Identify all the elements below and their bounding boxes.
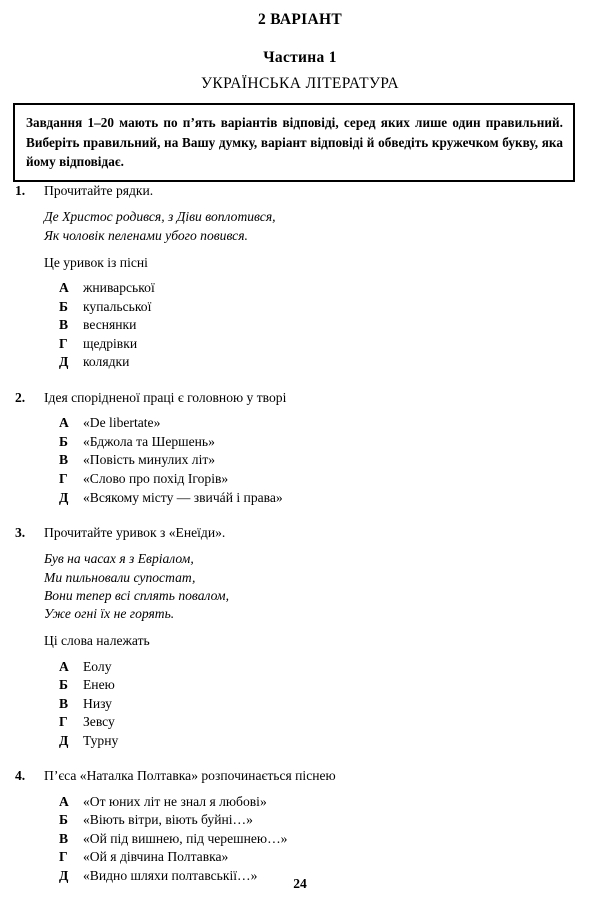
answer-option[interactable]: [15, 335, 600, 354]
answer-option[interactable]: [15, 811, 600, 830]
question-number: 1.: [15, 183, 26, 198]
option-letter: В: [59, 695, 69, 711]
answer-option[interactable]: [15, 279, 600, 298]
question-item: [0, 182, 600, 372]
variant-title: 2 ВАРІАНТ: [258, 11, 342, 28]
question-heading: [15, 524, 600, 541]
answer-option[interactable]: [15, 470, 600, 489]
answer-options: [15, 271, 600, 372]
question-excerpt: [15, 199, 600, 244]
option-letter: Б: [59, 298, 68, 314]
option-letter: Г: [59, 470, 68, 486]
option-letter: Г: [59, 849, 68, 865]
option-text: колядки: [83, 354, 130, 370]
answer-option[interactable]: [15, 676, 600, 695]
option-text: «Видно шляхи полтавськії…»: [83, 867, 258, 883]
answer-option[interactable]: [15, 830, 600, 849]
answer-option[interactable]: [15, 713, 600, 732]
option-text: «От юних літ не знал я любові»: [83, 793, 267, 809]
question-stem: Прочитайте уривок з «Енеїди».: [44, 525, 226, 541]
question-item: [0, 767, 600, 885]
answer-option[interactable]: [15, 489, 600, 508]
option-letter: В: [59, 830, 69, 846]
option-letter: Б: [59, 677, 68, 693]
option-text: веснянки: [83, 317, 137, 333]
answer-option[interactable]: [15, 732, 600, 751]
question-number: 2.: [15, 389, 26, 405]
option-letter: А: [59, 415, 69, 431]
answer-option[interactable]: [15, 793, 600, 812]
question-excerpt: [15, 541, 600, 623]
option-text: Еолу: [83, 658, 112, 674]
option-letter: А: [59, 280, 69, 296]
option-letter: Г: [59, 335, 68, 351]
question-spacer: [0, 507, 600, 524]
excerpt-line: Був на часах я з Евріалом,: [44, 551, 194, 567]
option-text: «Всякому місту — звичáй і права»: [83, 489, 283, 505]
excerpt-line: Вони тепер всі сплять повалом,: [44, 587, 229, 603]
question-lead: Це уривок із пісні: [44, 254, 148, 270]
option-text: Низу: [83, 695, 112, 711]
option-letter: Г: [59, 714, 68, 730]
instruction-text: Завдання 1–20 мають по п’ять варіантів відповіді, серед яких лише один правильний. Виберіть правильний, на Вашу думку, варіант відповіді й обведіть кружечком букву, яка йому відповідає.: [26, 115, 563, 170]
option-text: «De libertate»: [83, 415, 161, 431]
question-heading: [15, 389, 600, 406]
subject-title: УКРАЇНСЬКА ЛІТЕРАТУРА: [201, 75, 399, 93]
question-lead: Ці слова належать: [44, 633, 150, 649]
option-letter: Д: [59, 732, 69, 748]
option-text: «Повість минулих літ»: [83, 452, 216, 468]
answer-option[interactable]: [15, 353, 600, 372]
question-spacer: [0, 750, 600, 767]
answer-option[interactable]: [15, 298, 600, 317]
option-text: «Віють вітри, віють буйні…»: [83, 812, 253, 828]
answer-options: [15, 650, 600, 751]
question-item: [0, 524, 600, 750]
option-letter: Д: [59, 354, 69, 370]
question-number: 4.: [15, 768, 26, 784]
questions-list: [0, 182, 600, 886]
instruction-box: [13, 103, 575, 182]
question-spacer: [0, 372, 600, 389]
excerpt-line: Уже огні їх не горять.: [44, 606, 175, 622]
option-letter: Д: [59, 489, 69, 505]
question-stem: Ідея спорідненої праці є головною у творі: [44, 389, 287, 405]
excerpt-line: Як чоловік пеленами убого повився.: [44, 227, 248, 243]
option-text: щедрівки: [83, 335, 138, 351]
answer-option[interactable]: [15, 433, 600, 452]
part-title: Частина 1: [263, 49, 337, 67]
option-letter: Д: [59, 867, 69, 883]
page-number: 24: [293, 876, 307, 891]
option-text: «Ой я дівчина Полтавка»: [83, 849, 229, 865]
answer-options: [15, 785, 600, 886]
option-text: «Бджола та Шершень»: [83, 433, 215, 449]
option-letter: В: [59, 317, 69, 333]
question-stem: Прочитайте рядки.: [44, 183, 154, 198]
answer-option[interactable]: [15, 695, 600, 714]
question-stem: П’єса «Наталка Полтавка» розпочинається піснею: [44, 768, 336, 784]
question-number: 3.: [15, 525, 26, 541]
option-text: Турну: [83, 732, 119, 748]
option-text: Енею: [83, 677, 115, 693]
option-text: Зевсу: [83, 714, 115, 730]
excerpt-line: Де Христос родився, з Діви воплотився,: [44, 209, 276, 225]
option-text: жниварської: [83, 280, 155, 296]
option-letter: А: [59, 658, 69, 674]
option-letter: А: [59, 793, 69, 809]
answer-option[interactable]: [15, 451, 600, 470]
answer-option[interactable]: [15, 414, 600, 433]
page-footer: [0, 875, 600, 893]
answer-option[interactable]: [15, 658, 600, 677]
option-text: «Слово про похід Ігорів»: [83, 470, 229, 486]
question-heading: [15, 767, 600, 784]
answer-option[interactable]: [15, 316, 600, 335]
option-letter: В: [59, 452, 69, 468]
excerpt-line: Ми пильновали супостат,: [44, 569, 196, 585]
answer-option[interactable]: [15, 848, 600, 867]
question-heading: [15, 182, 600, 199]
option-text: «Ой під вишнею, під черешнею…»: [83, 830, 288, 846]
option-letter: Б: [59, 812, 68, 828]
question-item: [0, 389, 600, 507]
option-text: купальської: [83, 298, 152, 314]
option-letter: Б: [59, 433, 68, 449]
page-header: [0, 0, 600, 92]
answer-options: [15, 406, 600, 507]
